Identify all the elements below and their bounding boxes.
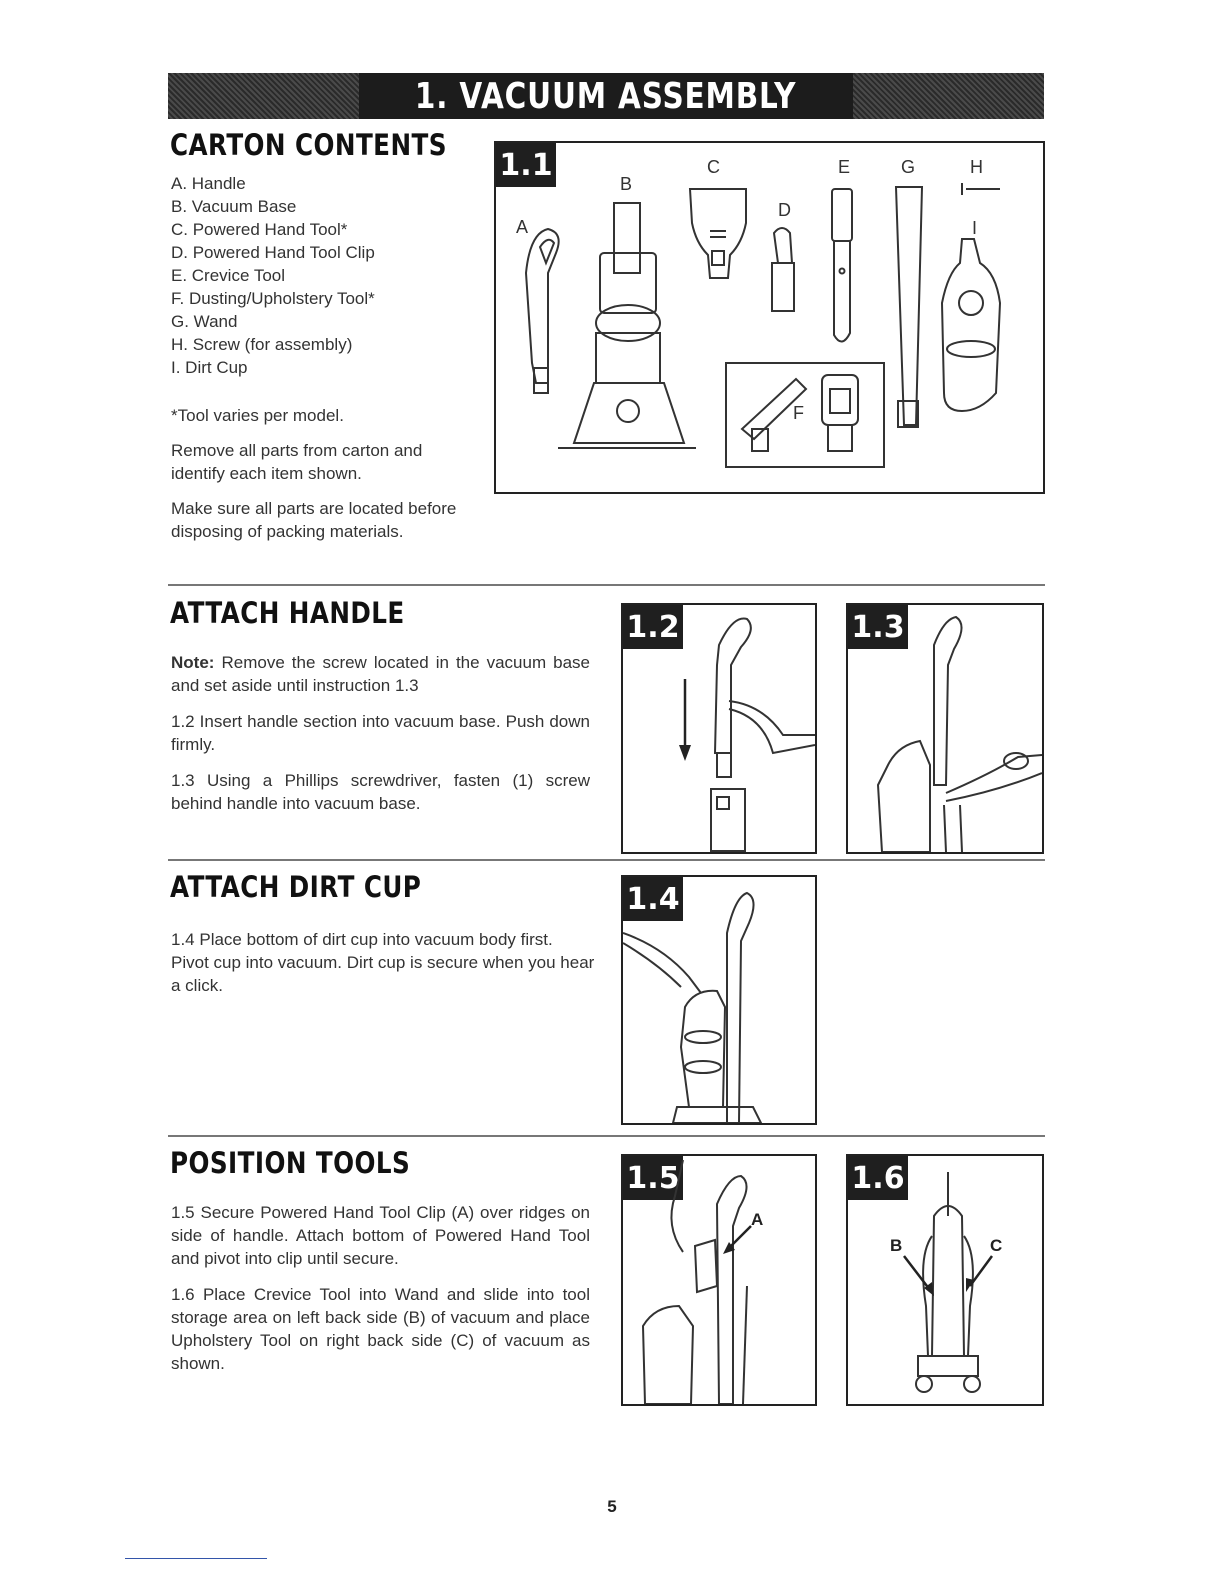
part-label-b: B <box>620 174 633 194</box>
tools-step-1-6: 1.6 Place Crevice Tool into Wand and slide into tool storage area on left back side (B) of vacuum and place Upholstery Tool on right back side (C) of vacuum as shown. <box>171 1285 590 1373</box>
part-label-h: H <box>970 157 983 177</box>
tool-storage-illustration <box>848 1156 1042 1404</box>
figure-1-4 <box>621 875 817 1125</box>
tools-heading: POSITION TOOLS <box>170 1146 411 1180</box>
carton-heading: CARTON CONTENTS <box>170 128 447 162</box>
dirt-cup-illustration <box>623 877 815 1123</box>
carton-list <box>171 172 375 379</box>
part-label-g: G <box>901 157 916 177</box>
dirtcup-heading: ATTACH DIRT CUP <box>170 870 422 904</box>
fasten-screw-illustration <box>848 605 1042 852</box>
list-item: B. Vacuum Base <box>171 197 297 216</box>
figure-1-1 <box>494 141 1045 494</box>
carton-instruction-2: Make sure all parts are located before disposing of packing materials. <box>171 499 457 541</box>
list-item: F. Dusting/Upholstery Tool* <box>171 289 375 308</box>
part-label-d: D <box>778 200 791 220</box>
part-label-e: E <box>838 157 851 177</box>
section-divider <box>168 584 1045 586</box>
list-item: I. Dirt Cup <box>171 358 248 377</box>
tool-note: *Tool varies per model. <box>171 406 344 425</box>
step-badge: 1.3 <box>848 605 908 649</box>
hand-tool-clip-illustration <box>623 1156 815 1404</box>
step-badge: 1.1 <box>496 143 556 187</box>
callout-b: B <box>890 1236 903 1255</box>
part-label-i: I <box>972 218 978 238</box>
list-item: E. Crevice Tool <box>171 266 286 285</box>
handle-step-1-2: 1.2 Insert handle section into vacuum base. Push down firmly. <box>171 712 590 754</box>
dirtcup-step-1-4: 1.4 Place bottom of dirt cup into vacuum body first. Pivot cup into vacuum. Dirt cup is secure when you hear a click. <box>171 930 595 995</box>
step-badge: 1.5 <box>623 1156 683 1200</box>
figure-1-3 <box>846 603 1044 854</box>
callout-c: C <box>990 1236 1003 1255</box>
section-banner <box>168 73 1044 119</box>
handle-heading: ATTACH HANDLE <box>170 596 405 630</box>
figure-1-6 <box>846 1154 1044 1406</box>
tools-step-1-5: 1.5 Secure Powered Hand Tool Clip (A) over ridges on side of handle. Attach bottom of Powered Hand Tool and pivot into clip until secure. <box>171 1203 590 1268</box>
footer-line <box>125 1558 267 1559</box>
list-item: A. Handle <box>171 174 246 193</box>
step-badge: 1.6 <box>848 1156 908 1200</box>
insert-handle-illustration <box>623 605 815 852</box>
step-badge: 1.2 <box>623 605 683 649</box>
step-badge: 1.4 <box>623 877 683 921</box>
banner-title: 1. VACUUM ASSEMBLY <box>415 75 797 117</box>
part-label-a: A <box>516 217 529 237</box>
list-item: H. Screw (for assembly) <box>171 335 353 354</box>
note-label: Note: <box>171 653 215 672</box>
section-divider <box>168 859 1045 861</box>
callout-a: A <box>751 1210 764 1229</box>
handle-note <box>171 651 590 697</box>
figure-1-2 <box>621 603 817 854</box>
page-number: 5 <box>607 1497 617 1516</box>
handle-step-1-3: 1.3 Using a Phillips screwdriver, fasten (1) screw behind handle into vacuum base. <box>171 771 590 813</box>
banner-title-box <box>359 73 852 119</box>
note-text: Remove the screw located in the vacuum base and set aside until instruction 1.3 <box>171 653 590 695</box>
section-divider <box>168 1135 1045 1137</box>
list-item: D. Powered Hand Tool Clip <box>171 243 375 262</box>
list-item: C. Powered Hand Tool* <box>171 220 348 239</box>
list-item: G. Wand <box>171 312 238 331</box>
part-label-c: C <box>707 157 720 177</box>
part-label-f: F <box>793 403 804 423</box>
parts-illustration <box>496 143 1043 492</box>
carton-instruction-1: Remove all parts from carton and identify each item shown. <box>171 441 423 483</box>
figure-1-5 <box>621 1154 817 1406</box>
